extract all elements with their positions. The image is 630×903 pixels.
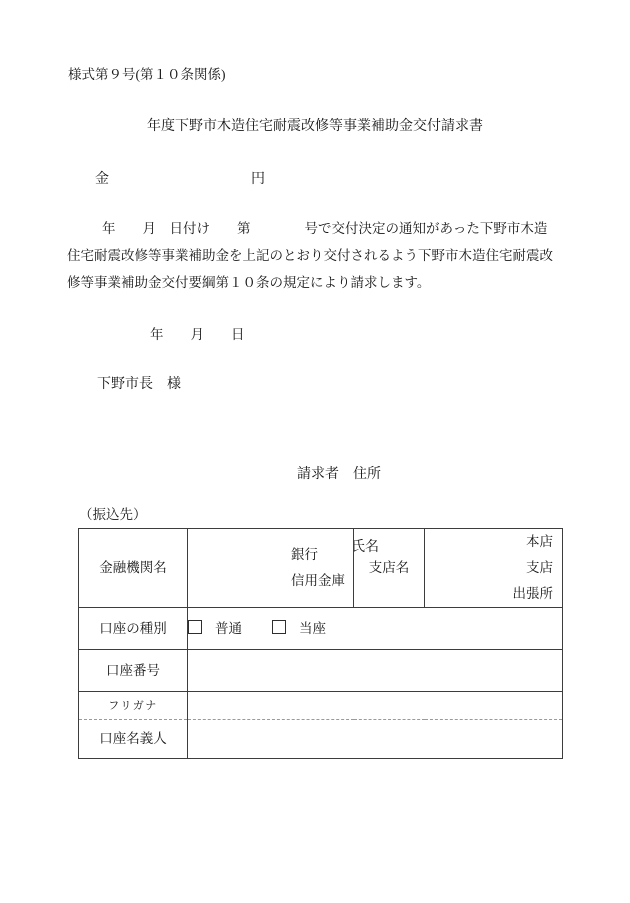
amount-field[interactable] <box>109 176 251 190</box>
furigana-label-cell: フリガナ <box>79 692 188 720</box>
addressee-line: 下野市長 様 <box>97 377 181 392</box>
account-holder-field[interactable] <box>188 720 563 759</box>
amount-suffix-label: 円 <box>251 172 265 187</box>
document-title: 年度下野市木造住宅耐震改修等事業補助金交付請求書 <box>147 119 483 134</box>
table-row-institution <box>79 529 563 608</box>
claimant-label: 請求者 <box>297 467 339 482</box>
claimant-name-label: 氏名 <box>351 540 379 555</box>
branch-type-head-office: 本店 <box>526 534 553 549</box>
body-paragraph-line-2: 住宅耐震改修等事業補助金を上記のとおり交付されるよう下野市木造住宅耐震改 <box>67 248 553 263</box>
claimant-address-label: 住所 <box>353 467 381 482</box>
transfer-table <box>78 528 563 759</box>
body-paragraph-line-3: 修等事業補助金交付要綱第１０条の規定により請求します。 <box>67 275 431 290</box>
account-number-label-cell: 口座番号 <box>79 650 188 692</box>
institution-type-options <box>188 542 353 594</box>
table-row-account-type <box>79 608 563 650</box>
branch-name-field[interactable] <box>425 529 563 608</box>
current-account-label: 当座 <box>299 620 326 636</box>
table-row-furigana <box>79 692 563 720</box>
institution-type-shinkin: 信用金庫 <box>291 573 345 588</box>
account-type-label-cell: 口座の種別 <box>79 608 188 650</box>
table-row-account-holder <box>79 720 563 759</box>
date-line: 年 月 日 <box>150 327 245 342</box>
furigana-field[interactable] <box>188 692 563 720</box>
form-number: 様式第９号(第１０条関係) <box>68 67 226 82</box>
checkbox-ordinary-account[interactable] <box>188 620 202 634</box>
account-holder-label-cell: 口座名義人 <box>79 720 188 759</box>
checkbox-current-account[interactable] <box>272 620 286 634</box>
branch-type-sub-branch: 出張所 <box>512 586 553 601</box>
ordinary-account-label: 普通 <box>215 620 242 636</box>
body-paragraph-line-1: 年 月 日付け 第 号で交付決定の通知があった下野市木造 <box>102 221 548 236</box>
table-row-account-number <box>79 650 563 692</box>
institution-label-cell: 金融機関名 <box>79 529 188 608</box>
account-type-options-cell <box>188 608 563 650</box>
institution-name-field[interactable] <box>188 529 354 608</box>
branch-type-branch: 支店 <box>526 560 553 575</box>
amount-line <box>95 170 265 190</box>
branch-label-cell: 支店名 <box>354 529 425 608</box>
institution-type-bank: 銀行 <box>291 547 318 562</box>
claimant-address-row <box>297 465 381 485</box>
account-number-field[interactable] <box>188 650 563 692</box>
branch-type-options <box>425 529 562 607</box>
amount-prefix-label: 金 <box>95 172 109 187</box>
transfer-section-heading: （振込先） <box>79 507 147 522</box>
